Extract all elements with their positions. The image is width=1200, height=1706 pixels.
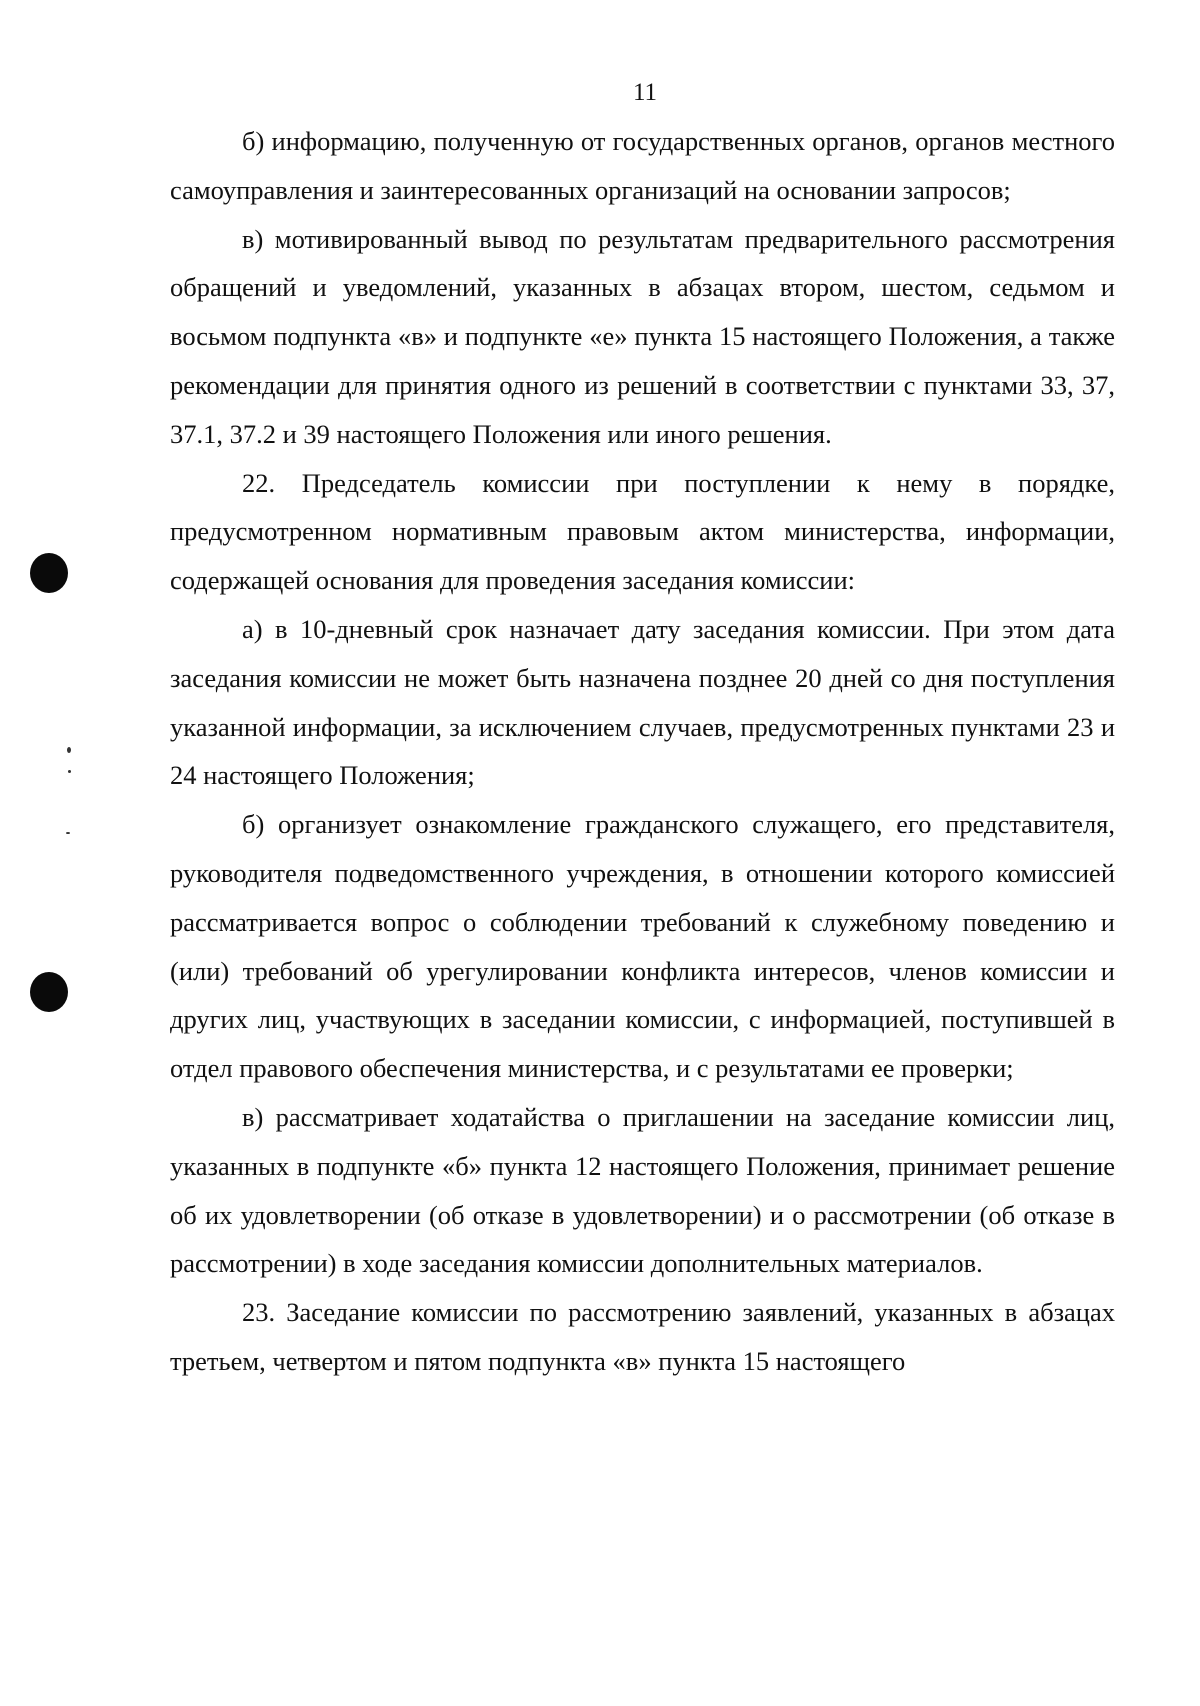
page-number: 11 xyxy=(632,79,658,106)
hole-punch-bottom xyxy=(30,972,68,1012)
paragraph: а) в 10-дневный срок назначает дату заседания комиссии. При этом дата заседания комиссии не может быть назначена позднее 20 дней со дня поступления указанной информации, за исключением случаев, предусмотренных пунктами 23 и 24 настоящего Положения; xyxy=(170,613,1115,791)
paragraph: б) информацию, полученную от государственных органов, органов местного самоуправления и заинтересованных организаций на основании запросов; xyxy=(170,126,1115,205)
paragraph: 23. Заседание комиссии по рассмотрению заявлений, указанных в абзацах третьем, четвертом и пятом подпункта «в» пункта 15 настоящего xyxy=(170,1297,1115,1376)
paragraph: 22. Председатель комиссии при поступлении к нему в порядке, предусмотренном нормативным правовым актом министерства, информации, содержащей основания для проведения заседания комиссии: xyxy=(170,467,1115,596)
hole-punch-top xyxy=(30,553,68,593)
paragraph: б) организует ознакомление гражданского служащего, его представителя, руководителя подведомственного учреждения, в отношении которого комиссией рассматривается вопрос о соблюдении требований к служебному поведению и (или) требований об урегулировании конфликта интересов, членов комиссии и других лиц, участвующих в заседании комиссии, с информацией, поступившей в отдел правового обеспечения министерства, и с результатами ее проверки; xyxy=(170,809,1115,1084)
document-body xyxy=(170,117,1115,1386)
scan-speck xyxy=(67,747,71,753)
paragraph: в) рассматривает ходатайства о приглашении на заседание комиссии лиц, указанных в подпункте «б» пункта 12 настоящего Положения, принимает решение об их удовлетворении (об отказе в удовлетворении) и о рассмотрении (об отказе в рассмотрении) в ходе заседания комиссии дополнительных материалов. xyxy=(170,1101,1115,1279)
scan-speck xyxy=(68,770,71,773)
paragraph: в) мотивированный вывод по результатам предварительного рассмотрения обращений и уведомлений, указанных в абзацах втором, шестом, седьмом и восьмом подпункта «в» и подпункте «е» пункта 15 настоящего Положения, а также рекомендации для принятия одного из решений в соответствии с пунктами 33, 37, 37.1, 37.2 и 39 настоящего Положения или иного решения. xyxy=(170,223,1115,449)
scan-speck xyxy=(66,832,70,834)
